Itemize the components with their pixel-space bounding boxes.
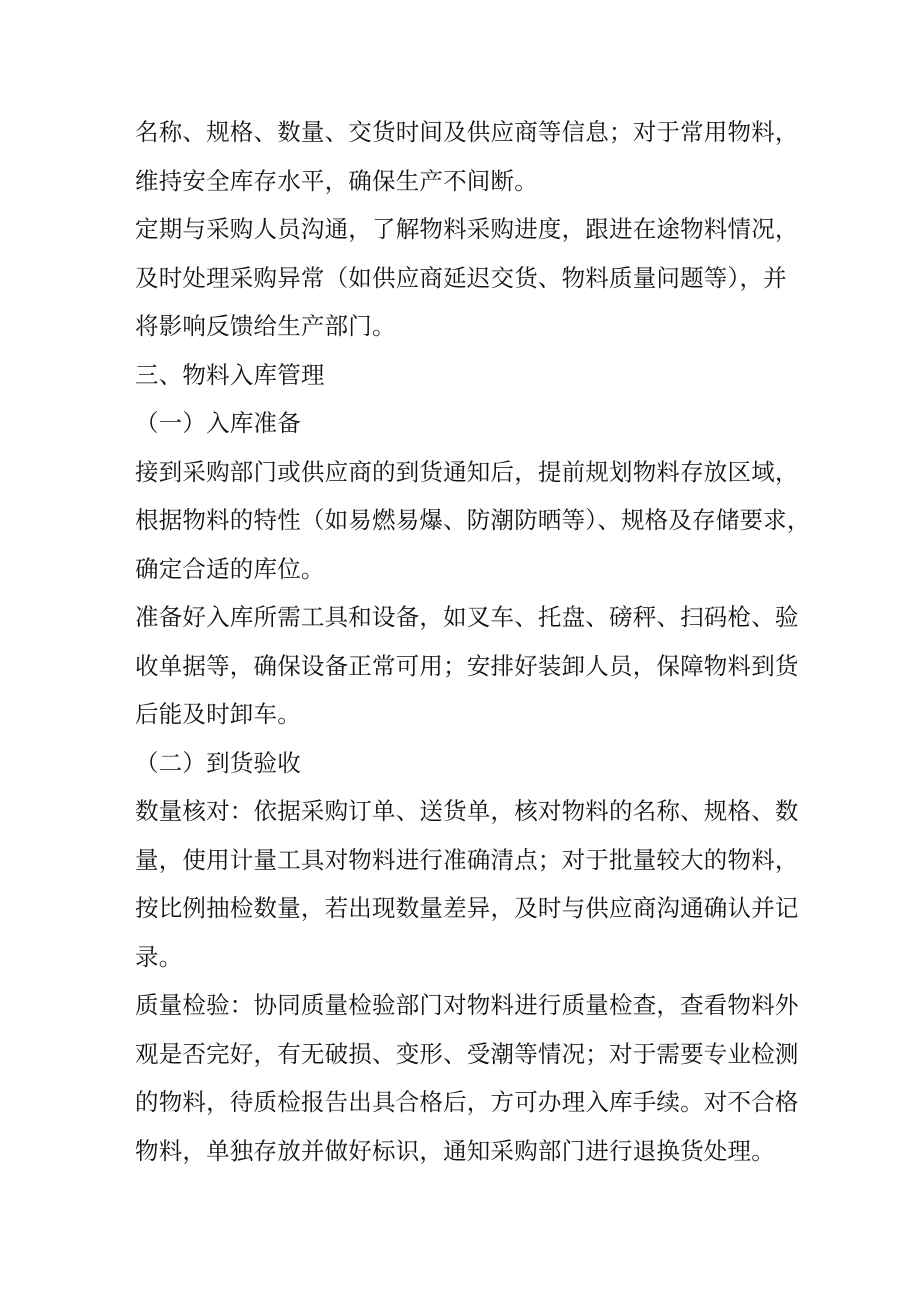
text-line: 的物料，待质检报告出具合格后，方可办理入库手续。对不合格 xyxy=(135,1088,799,1116)
text-line: 及时处理采购异常（如供应商延迟交货、物料质量问题等），并 xyxy=(135,263,787,292)
text-line: 物料，单独存放并做好标识，通知采购部门进行退换货处理。 xyxy=(135,1136,775,1165)
text-line: 后能及时卸车。 xyxy=(135,700,301,728)
text-line: 接到采购部门或供应商的到货通知后，提前规划物料存放区域， xyxy=(135,457,799,486)
text-line: 数量核对：依据采购订单、送货单，核对物料的名称、规格、数 xyxy=(135,797,799,825)
text-line: 确定合适的库位。 xyxy=(135,554,325,583)
subsection-heading: （二）到货验收 xyxy=(135,748,301,777)
text-line: 质量检验：协同质量检验部门对物料进行质量检查，查看物料外 xyxy=(135,991,799,1019)
text-line: 维持安全库存水平，确保生产不间断。 xyxy=(135,166,538,195)
document-body xyxy=(135,108,815,1175)
text-line: 定期与采购人员沟通，了解物料采购进度，跟进在途物料情况， xyxy=(135,215,799,243)
text-line: 观是否完好，有无破损、变形、受潮等情况；对于需要专业检测 xyxy=(135,1039,799,1068)
text-line: 准备好入库所需工具和设备，如叉车、托盘、磅秤、扫码枪、验 xyxy=(135,603,799,631)
text-line: 录。 xyxy=(135,942,183,971)
text-line: 将影响反馈给生产部门。 xyxy=(135,312,396,340)
text-line: 根据物料的特性（如易燃易爆、防潮防晒等）、规格及存储要求， xyxy=(135,506,811,534)
text-line: 名称、规格、数量、交货时间及供应商等信息；对于常用物料， xyxy=(135,118,799,146)
subsection-heading: （一）入库准备 xyxy=(135,409,301,437)
text-line: 收单据等，确保设备正常可用；安排好装卸人员，保障物料到货 xyxy=(135,651,799,680)
section-heading: 三、物料入库管理 xyxy=(135,360,325,389)
text-line: 量，使用计量工具对物料进行准确清点；对于批量较大的物料， xyxy=(135,845,799,874)
text-line: 按比例抽检数量，若出现数量差异，及时与供应商沟通确认并记 xyxy=(135,894,799,922)
